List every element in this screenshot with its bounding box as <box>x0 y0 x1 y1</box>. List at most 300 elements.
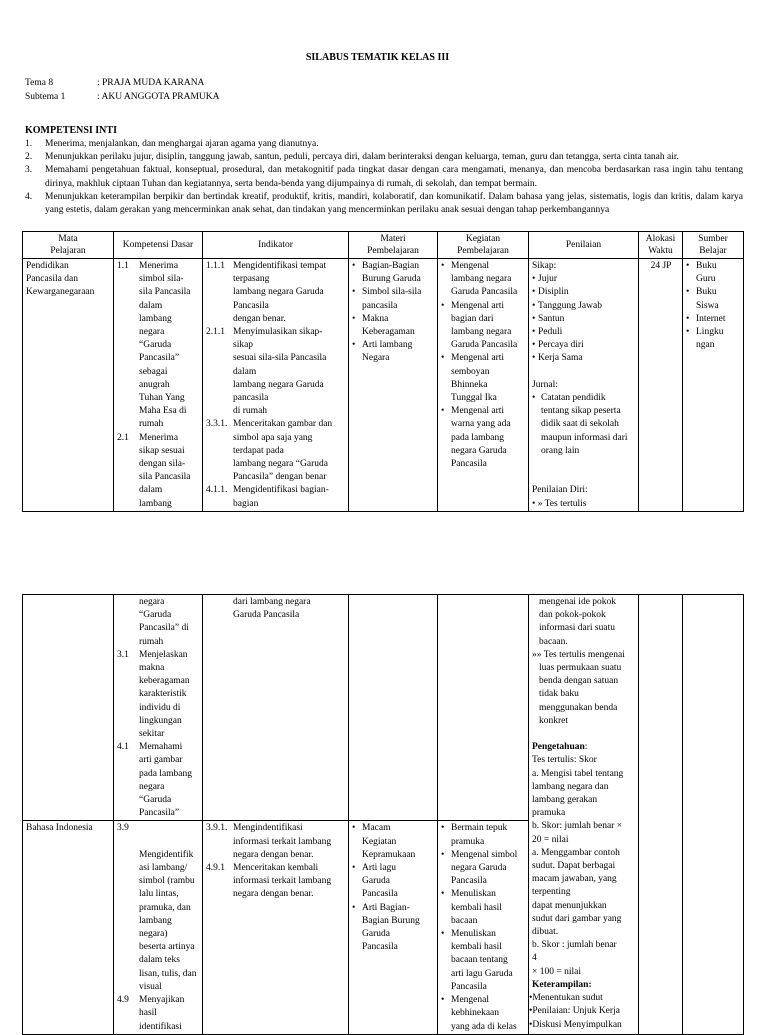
bullet-text <box>362 902 420 955</box>
ki-number: 2. <box>25 152 33 163</box>
bullet-text <box>451 822 507 848</box>
kegiatan-item <box>441 822 526 848</box>
text-line: Garuda <box>362 876 390 887</box>
cell-kegiatan <box>438 259 529 512</box>
text-line: Kepramukaan <box>362 849 416 860</box>
text-line: Pancasila” dengan benar <box>233 472 327 483</box>
spacer <box>532 366 636 379</box>
text-line: Menerima <box>139 261 179 271</box>
sumber-item <box>686 326 741 352</box>
text-line: Arti lagu <box>362 863 397 874</box>
text-line: bacaan tentang <box>451 955 508 966</box>
text-line: informasi dari suatu <box>539 623 615 634</box>
text-line: Menyajikan <box>139 995 185 1006</box>
kd-item <box>117 260 200 432</box>
pengetahuan-line: dapat menunjukkan <box>532 900 607 911</box>
text-line: rumah <box>139 636 164 647</box>
header-materi <box>349 232 438 259</box>
text-line: ngan <box>696 340 715 351</box>
cell-sumber <box>683 595 744 1035</box>
text-line: Burung Garuda <box>362 274 421 285</box>
text-line: dari lambang negara <box>233 597 311 607</box>
tes-tertulis-line: »» Tes tertulis mengenai <box>532 649 625 660</box>
pengetahuan-line: b. Skor : jumlah benar <box>532 940 617 951</box>
text-line: Mengindentifikasi <box>233 823 303 834</box>
bullet-text <box>362 339 412 365</box>
table-row <box>23 595 744 821</box>
bullet-text: Peduli <box>538 327 563 338</box>
pengetahuan-line: pramuka <box>532 808 566 819</box>
kegiatan-item <box>441 260 526 300</box>
text-line: Tunggal Ika <box>451 393 497 404</box>
kegiatan-item <box>441 849 526 889</box>
text-line: sikap sesuai <box>139 445 185 456</box>
pengetahuan-line: b. Skor: jumlah benar × <box>532 821 623 832</box>
table-row <box>23 259 744 512</box>
bullet-text <box>451 888 502 928</box>
cell-materi <box>349 595 438 821</box>
text-line: negara Garuda <box>451 445 507 456</box>
text-line: sebagai <box>139 366 168 377</box>
text-line: Pancasila” <box>139 808 180 819</box>
syllabus-table-page-1 <box>22 231 744 512</box>
meta-label: Tema 8 <box>25 78 54 88</box>
bullet-text <box>362 260 421 286</box>
bullet-icon: • <box>352 863 356 874</box>
bullet-text <box>696 286 719 312</box>
text-line: lambang negara Garuda <box>233 287 324 298</box>
item-number: 1.1 <box>117 261 129 271</box>
text-line: bacaan <box>451 915 478 926</box>
penilaian-continued <box>532 596 636 649</box>
text-line: negara Garuda <box>451 863 507 874</box>
page-title: SILABUS TEMATIK KELAS III <box>305 52 450 63</box>
text-line: asi lambang/ <box>139 863 188 874</box>
text-line: anugrah <box>139 379 170 390</box>
text-line: Negara <box>362 353 390 364</box>
text-line: bagian <box>233 498 259 509</box>
sikap-item <box>532 352 636 365</box>
theme-info <box>25 77 220 104</box>
text-line: didik saat di sekolah <box>541 419 619 430</box>
spacer <box>532 471 636 484</box>
text-line: dengan benar. <box>233 313 286 324</box>
sikap-item <box>532 286 636 299</box>
ki-number: 4. <box>25 191 33 202</box>
cell-kegiatan <box>438 595 529 821</box>
pengetahuan-heading: Pengetahuan <box>532 742 585 753</box>
text-line: kebhinekaan <box>451 1008 500 1019</box>
text-line: dan pokok-pokok <box>539 610 606 621</box>
text-line: mengenai ide pokok <box>539 597 617 607</box>
kompetensi-inti-list <box>25 138 743 217</box>
kegiatan-item <box>441 994 526 1034</box>
bullet-text: Tanggung Jawab <box>538 300 602 311</box>
item-text <box>139 822 197 994</box>
item-number: 4.1.1. <box>206 485 228 496</box>
text-line: Pancasila” <box>139 353 180 364</box>
bullet-icon: • <box>352 823 356 834</box>
text-line: sekitar <box>139 729 165 740</box>
materi-item <box>352 286 435 312</box>
bullet-text: Jujur <box>538 274 557 285</box>
text-line: menggunakan benda <box>539 702 618 713</box>
materi-item <box>352 822 435 862</box>
bullet-icon: • <box>532 327 536 338</box>
text-line: Macam <box>362 823 391 834</box>
text-line: Catatan pendidik <box>541 393 606 404</box>
text-line: “Garuda <box>139 340 172 351</box>
text-line: Pancasila” di <box>139 623 189 634</box>
cell-kd <box>114 595 203 821</box>
item-number: 4.9 <box>117 995 129 1006</box>
text-line: informasi terkait lambang <box>233 876 332 887</box>
header-line: Kegiatan <box>465 233 501 244</box>
header-line: Sumber <box>698 233 728 244</box>
pengetahuan-line: lambang negara dan <box>532 781 609 792</box>
bullet-icon: • <box>441 889 445 900</box>
text-line: Pancasila dan <box>26 274 78 285</box>
text-line: Pancasila <box>451 459 487 470</box>
cell-sumber <box>683 259 744 512</box>
text-line: bagian dari <box>451 313 494 324</box>
text-line: beserta artinya <box>139 942 195 953</box>
meta-value: : PRAJA MUDA KARANA <box>97 78 205 88</box>
text-line: sila Pancasila <box>139 472 191 483</box>
bullet-text: Diskusi Menyimpulkan <box>532 1019 622 1030</box>
bullet-icon: • <box>352 313 356 324</box>
spacer <box>532 458 636 471</box>
bullet-text: Percaya diri <box>538 340 584 351</box>
indikator-item <box>206 418 346 484</box>
text-line: Mengenal simbol <box>451 849 518 860</box>
header-sumber <box>683 232 744 259</box>
text-line: Makna <box>362 313 389 324</box>
text-line: pramuka, dan <box>139 902 191 913</box>
text-line: terdapat pada <box>233 445 284 456</box>
text-line: Menuliskan <box>451 929 496 940</box>
text-line: Pancasila <box>362 889 398 900</box>
item-text <box>233 260 326 326</box>
ki-item <box>25 191 743 217</box>
text-line: simbol (rambu <box>139 876 195 887</box>
text-line: Pancasila <box>451 981 487 992</box>
text-line: informasi terkait lambang <box>233 836 332 847</box>
keterampilan-label: Keterampilan: <box>532 979 592 990</box>
cell-kegiatan <box>438 821 529 1034</box>
bullet-icon: • <box>532 498 538 509</box>
pengetahuan-line: 4 <box>532 953 537 964</box>
keterampilan-item <box>529 1005 636 1018</box>
text-line: Guru <box>696 274 716 285</box>
text-line: Menerima <box>139 432 179 443</box>
ki-number: 1. <box>25 139 33 149</box>
pengetahuan-line: Tes tertulis: Skor <box>532 755 597 766</box>
syllabus-table-page-2 <box>22 594 744 1035</box>
table-header-row <box>23 232 744 259</box>
text-line: hasil <box>139 1008 157 1019</box>
item-text <box>233 822 331 862</box>
kegiatan-item <box>441 928 526 994</box>
text-line: benda dengan satuan <box>539 676 619 687</box>
sumber-item <box>686 313 741 326</box>
kd-item <box>117 649 200 741</box>
cell-mapel: Bahasa Indonesia <box>23 821 114 1034</box>
materi-item-list <box>352 822 435 954</box>
text-line: “Garuda <box>139 610 172 621</box>
item-number: 3.9 <box>117 823 129 834</box>
text-line: lingkungan <box>139 715 182 726</box>
text-line: dalam <box>233 366 257 377</box>
bullet-text <box>362 286 421 312</box>
text-line: tidak baku <box>539 689 579 700</box>
pengetahuan-line: a. Mengisi tabel tentang <box>532 768 624 779</box>
text-line: Bagian-Bagian <box>362 261 419 271</box>
text-line: Pancasila <box>233 300 269 311</box>
text-line: simbol apa saja yang <box>233 432 313 443</box>
header-kompetensi-dasar: Kompetensi Dasar <box>114 232 203 259</box>
sikap-item <box>532 339 636 352</box>
cell-mapel <box>23 595 114 821</box>
bullet-icon: • <box>529 1006 533 1017</box>
bullet-icon: • <box>686 287 690 298</box>
text-line: karakteristik <box>139 689 187 700</box>
pengetahuan-label <box>532 741 636 754</box>
sikap-label: Sikap: <box>532 261 557 271</box>
item-text <box>233 326 326 418</box>
pengetahuan-line: 20 = nilai <box>532 834 569 845</box>
pengetahuan-line: dibuat. <box>532 927 559 938</box>
text-line: Memahami <box>139 742 183 753</box>
bullet-text <box>696 313 726 326</box>
kd-item <box>117 822 200 994</box>
text-line: Lingku <box>696 327 724 338</box>
ki-text: Memahami pengetahuan faktual, konseptual, prosedural, dan metakognitif pada tingkat dasar dengan cara mengamati, menanya, dan mencoba berdasarkan rasa ingin tahu tentang dirinya, makhluk ciptaan Tuhan dan kegiatannya, serta benda-benda yang dijumpainya di rumah, di sekolah, dan tempat bermain. <box>45 165 743 189</box>
text-line: Tuhan Yang <box>139 393 185 404</box>
text-line: orang lain <box>541 445 580 456</box>
materi-item <box>352 902 435 955</box>
cell-materi <box>349 259 438 512</box>
item-text <box>233 418 332 484</box>
keterampilan-item <box>529 992 636 1005</box>
text-line: Buku <box>696 287 717 298</box>
text-line: Mengenal <box>451 995 489 1006</box>
text-line: maupun informasi dari <box>541 432 628 443</box>
cell-alokasi <box>639 595 683 1035</box>
cell-materi <box>349 821 438 1034</box>
ki-item <box>25 151 743 164</box>
item-number: 3.9.1. <box>206 823 228 834</box>
text-line: negara <box>139 781 165 792</box>
item-number: 2.1 <box>117 432 129 443</box>
ki-item <box>25 164 743 190</box>
cell-indikator <box>203 595 349 821</box>
item-text <box>139 649 190 741</box>
sikap-list <box>532 273 636 365</box>
text-line: Mengenal arti <box>451 300 505 311</box>
item-number: 3.1 <box>117 649 129 660</box>
cell-alokasi: 24 JP <box>639 259 683 512</box>
bullet-text <box>451 260 517 300</box>
bullet-icon: • <box>441 995 445 1006</box>
ki-text: Menunjukkan perilaku jujur, disiplin, tanggung jawab, santun, peduli, percaya diri, dalam berinteraksi dengan keluarga, teman, guru dan tetangga, serta cinta tanah air. <box>45 152 679 163</box>
bullet-text <box>541 392 628 458</box>
text-line: Mengidentifik <box>139 849 194 860</box>
pengetahuan-line: × 100 = nilai <box>532 966 581 977</box>
text-line: sikap <box>233 340 254 351</box>
text-line: Menyimulasikan sikap- <box>233 327 323 338</box>
meta-row <box>25 77 220 91</box>
bullet-icon: • <box>532 393 536 404</box>
bullet-icon: • <box>441 823 445 834</box>
sikap-item <box>532 273 636 286</box>
bullet-text <box>362 822 415 862</box>
bullet-text <box>696 260 717 286</box>
text-line: “Garuda <box>139 795 172 806</box>
colon: : <box>584 742 588 753</box>
bullet-icon: • <box>441 261 445 271</box>
materi-item-list <box>352 260 435 366</box>
text-line: Menceritakan gambar dan <box>233 419 333 430</box>
item-number: 4.1 <box>117 742 129 753</box>
text-line: keberagaman <box>139 676 190 687</box>
bullet-icon: • <box>532 353 536 364</box>
header-indikator: Indikator <box>203 232 349 259</box>
bullet-text <box>451 928 513 994</box>
bullet-icon: • <box>532 300 536 311</box>
bullet-icon: • <box>352 261 356 271</box>
indikator-item <box>206 326 346 418</box>
text-line: yang ada di kelas <box>451 1021 517 1032</box>
indikator-item <box>206 822 346 862</box>
ki-item <box>25 138 743 151</box>
tes-tertulis-detail <box>532 662 636 728</box>
jurnal-label: Jurnal: <box>532 379 558 390</box>
text-line: konkret <box>539 715 569 726</box>
sumber-item-list <box>686 260 741 352</box>
text-line: lambang negara <box>451 327 512 338</box>
spacer <box>532 728 636 741</box>
bullet-icon: • <box>352 902 356 913</box>
text-line: dalam <box>139 300 163 311</box>
bullet-text <box>451 849 517 889</box>
text-line: Buku <box>696 261 717 271</box>
cell-penilaian <box>529 259 639 512</box>
pengetahuan-line: lambang gerakan <box>532 795 598 806</box>
text-line: pancasila <box>233 393 269 404</box>
text-line: arti gambar <box>139 755 183 766</box>
materi-item <box>352 862 435 902</box>
ki-text: Menunjukkan keterampilan berpikir dan bertindak kreatif, produktif, kritis, mandiri, kolaboratif, dan komunikatif. Dalam bahasa yang jelas, sistematis, logis dan kritis, dalam karya yang estetis, dalam gerakan yang mencerminkan anak sehat, dan tindakan yang mencerminkan perilaku anak sesuai dengan tahap perkembangannya <box>45 191 743 216</box>
text-line: negara dengan benar. <box>233 849 314 860</box>
indikator-item <box>206 260 346 326</box>
text-line: lambang <box>139 498 172 509</box>
pengetahuan-line: macam jawaban, yang <box>532 874 617 885</box>
text-line: Mengenal arti <box>451 353 505 364</box>
text-line: sesuai sila-sila Pancasila <box>233 353 327 364</box>
pengetahuan-line: a. Menggambar contoh <box>532 847 620 858</box>
kegiatan-item-list <box>441 260 526 471</box>
indikator-continued <box>206 596 346 622</box>
item-text <box>139 741 192 820</box>
text-line: pancasila <box>362 300 398 311</box>
text-line: negara) <box>139 929 168 940</box>
kd-item <box>117 741 200 820</box>
text-line: negara <box>139 597 165 607</box>
text-line: Kegiatan <box>362 836 397 847</box>
sikap-item <box>532 326 636 339</box>
text-line: dalam <box>139 485 163 496</box>
text-line: Menjelaskan <box>139 649 188 660</box>
penilaian-diri-label: Penilaian Diri: <box>532 485 588 496</box>
text-line: Arti Bagian- <box>362 902 410 913</box>
bullet-text: Disiplin <box>538 287 569 298</box>
sumber-item <box>686 286 741 312</box>
materi-item <box>352 313 435 339</box>
pengetahuan-line: sudut dari gambar yang <box>532 913 622 924</box>
bullet-icon: • <box>441 406 445 417</box>
text-line: di rumah <box>233 406 268 417</box>
text-line: Bagian Burung <box>362 915 420 926</box>
indikator-item <box>206 862 346 902</box>
header-line: Pembelajaran <box>457 246 509 256</box>
bullet-icon: • <box>441 353 445 364</box>
header-kegiatan <box>438 232 529 259</box>
cell-penilaian <box>529 595 639 1035</box>
text-line <box>139 822 197 835</box>
bullet-icon: • <box>441 300 445 311</box>
text-line: Kewarganegaraan <box>26 287 95 298</box>
text-line: Bermain tepuk <box>451 823 508 834</box>
bullet-icon: • <box>441 929 445 940</box>
text-line: Mengenal <box>451 261 489 271</box>
cell-mapel <box>23 259 114 512</box>
bullet-text: » Tes tertulis <box>537 498 587 509</box>
text-line: warna yang ada <box>451 419 511 430</box>
header-alokasi <box>639 232 683 259</box>
bullet-icon: • <box>529 1019 533 1030</box>
bullet-text <box>451 994 517 1034</box>
header-line: Materi <box>380 233 406 244</box>
text-line: Maha Esa di <box>139 406 187 417</box>
bullet-text <box>696 326 723 352</box>
kd-item <box>117 994 200 1034</box>
bullet-text: Santun <box>538 313 565 324</box>
item-number: 2.1.1 <box>206 327 225 338</box>
text-line <box>139 836 197 849</box>
item-text <box>233 484 329 510</box>
cell-kd <box>114 259 203 512</box>
kegiatan-item <box>441 405 526 471</box>
item-text <box>139 260 190 432</box>
cell-indikator <box>203 259 349 512</box>
cell-kd <box>114 821 203 1034</box>
text-line: Arti lambang <box>362 340 413 351</box>
bullet-text <box>451 352 504 405</box>
text-line: makna <box>139 663 165 674</box>
materi-item <box>352 339 435 365</box>
header-mata-pelajaran <box>23 232 114 259</box>
text-line: negara dengan benar. <box>233 889 314 900</box>
bullet-icon: • <box>532 313 536 324</box>
text-line: Pancasila <box>362 942 398 953</box>
text-line: Mengenal arti <box>451 406 505 417</box>
text-line: luas permukaan suatu <box>539 663 622 674</box>
text-line: lisan, tulis, dan <box>139 968 197 979</box>
text-line: dengan sila- <box>139 459 186 470</box>
text-line: lambang negara Garuda <box>233 379 324 390</box>
text-line: Pendidikan <box>26 261 69 271</box>
